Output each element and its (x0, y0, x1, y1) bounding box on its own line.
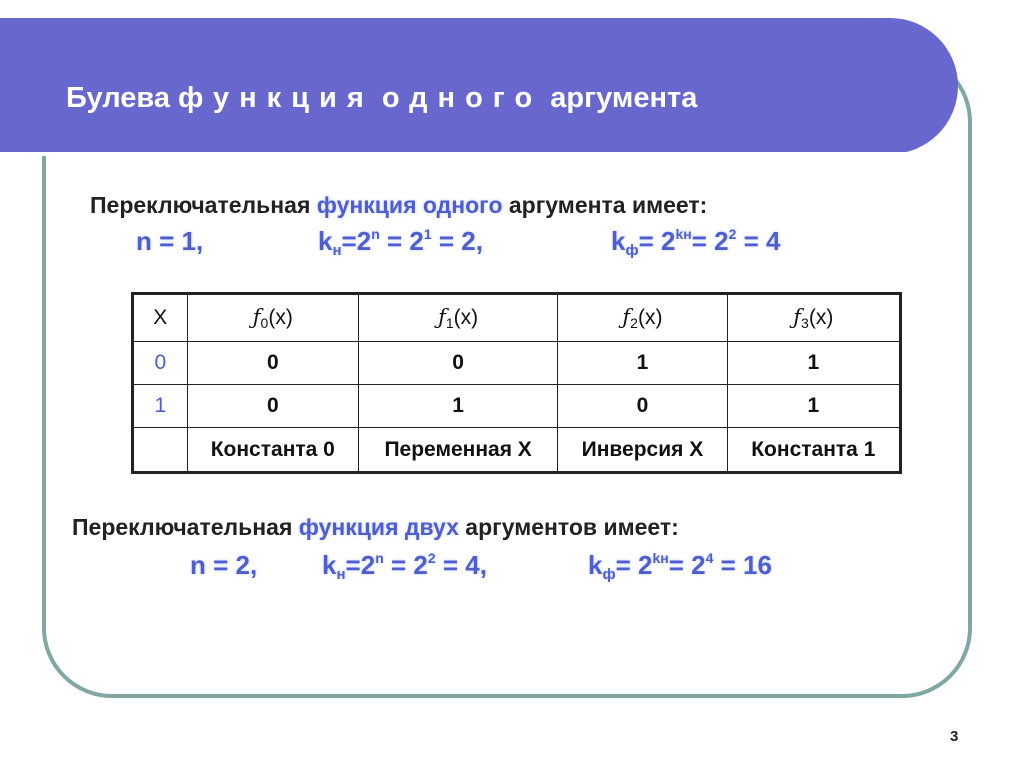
title-word-3: одного (381, 82, 543, 114)
function-name: Константа 1 (727, 428, 900, 473)
f-index: 2 (630, 315, 638, 332)
table-cell: 0 (358, 342, 557, 385)
header-f2 (558, 294, 727, 342)
kf-superscript-1: kн (675, 226, 692, 242)
section1-kf-formula (611, 226, 780, 259)
kf-part-3: = 16 (713, 550, 772, 580)
kn-letter: k (322, 550, 337, 580)
table-cell: 1 (727, 342, 900, 385)
page-number: 3 (950, 728, 959, 745)
table-cell: 1 (558, 342, 727, 385)
table-cell: 1 (358, 385, 557, 428)
f-arg: (x) (808, 306, 834, 330)
kf-part-3: = 4 (736, 226, 781, 256)
table-row (133, 342, 901, 385)
kn-part-1: =2 (345, 550, 376, 580)
f-arg: (x) (637, 306, 663, 330)
kn-part-3: = 4, (435, 550, 487, 580)
kf-part-1: = 2 (638, 226, 676, 256)
section1-intro-end: аргумента имеет: (502, 192, 708, 218)
kf-part-1: = 2 (615, 550, 653, 580)
table-row (133, 385, 901, 428)
function-name: Инверсия Х (558, 428, 727, 473)
slide-title (66, 82, 697, 115)
row-x-value: 0 (133, 342, 188, 385)
truth-table (131, 292, 902, 474)
kn-superscript-1: n (371, 226, 380, 242)
section2-kn-formula (322, 550, 487, 583)
section1-n-formula: n = 1, (136, 226, 204, 256)
kf-letter: k (611, 226, 626, 256)
kf-superscript-2: 4 (705, 550, 714, 566)
names-row-x (133, 428, 188, 473)
f-symbol: ƒ (793, 305, 802, 330)
f-symbol: ƒ (438, 305, 446, 330)
kn-superscript-1: n (375, 550, 384, 566)
title-word-4: аргумента (550, 82, 698, 114)
f-arg: (x) (268, 306, 293, 330)
f-index: 0 (260, 315, 269, 332)
title-word-2: функция (178, 82, 374, 114)
table-cell: 1 (727, 385, 900, 428)
f-arg: (x) (453, 306, 479, 330)
kn-superscript-2: 2 (427, 550, 436, 566)
table-header-row (133, 294, 901, 342)
kn-letter: k (318, 226, 333, 256)
section2-intro-end: аргументов имеет: (458, 514, 679, 540)
section2-n-formula: n = 2, (190, 550, 258, 580)
table-cell: 0 (558, 385, 727, 428)
section1-intro (90, 192, 707, 219)
function-name: Переменная Х (358, 428, 557, 473)
header-f3 (727, 294, 900, 342)
header-f1 (358, 294, 557, 342)
kn-part-2: = 2 (379, 226, 424, 256)
table-names-row (133, 428, 901, 473)
row-x-value: 1 (133, 385, 188, 428)
section2-kf-formula (588, 550, 772, 583)
f-symbol: ƒ (252, 305, 261, 330)
section2-intro-start: Переключательная (72, 514, 299, 540)
kf-subscript: ф (625, 242, 639, 259)
kn-superscript-2: 1 (423, 226, 432, 242)
kf-part-2: = 2 (668, 550, 706, 580)
section1-kn-formula (318, 226, 483, 259)
kf-superscript-1: kн (652, 550, 669, 566)
kf-letter: k (588, 550, 603, 580)
kn-part-2: = 2 (383, 550, 428, 580)
kn-subscript: н (336, 566, 346, 583)
f-index: 3 (801, 315, 809, 332)
header-x: X (133, 294, 188, 342)
kn-subscript: н (332, 242, 342, 259)
title-word-1: Булева (66, 82, 170, 114)
f-index: 1 (445, 315, 454, 332)
kf-subscript: ф (602, 566, 616, 583)
section1-intro-highlight: функция одного (316, 192, 503, 218)
f-symbol: ƒ (622, 305, 631, 330)
header-f0 (187, 294, 358, 342)
section1-intro-start: Переключательная (90, 192, 317, 218)
kn-part-1: =2 (341, 226, 372, 256)
kf-superscript-2: 2 (728, 226, 737, 242)
title-banner (0, 18, 958, 154)
table-cell: 0 (187, 342, 358, 385)
function-name: Константа 0 (187, 428, 358, 473)
section2-intro-highlight: функция двух (298, 514, 459, 540)
kn-part-3: = 2, (431, 226, 483, 256)
title-underline (0, 152, 906, 156)
section2-intro (72, 514, 679, 541)
kf-part-2: = 2 (691, 226, 729, 256)
table-cell: 0 (187, 385, 358, 428)
